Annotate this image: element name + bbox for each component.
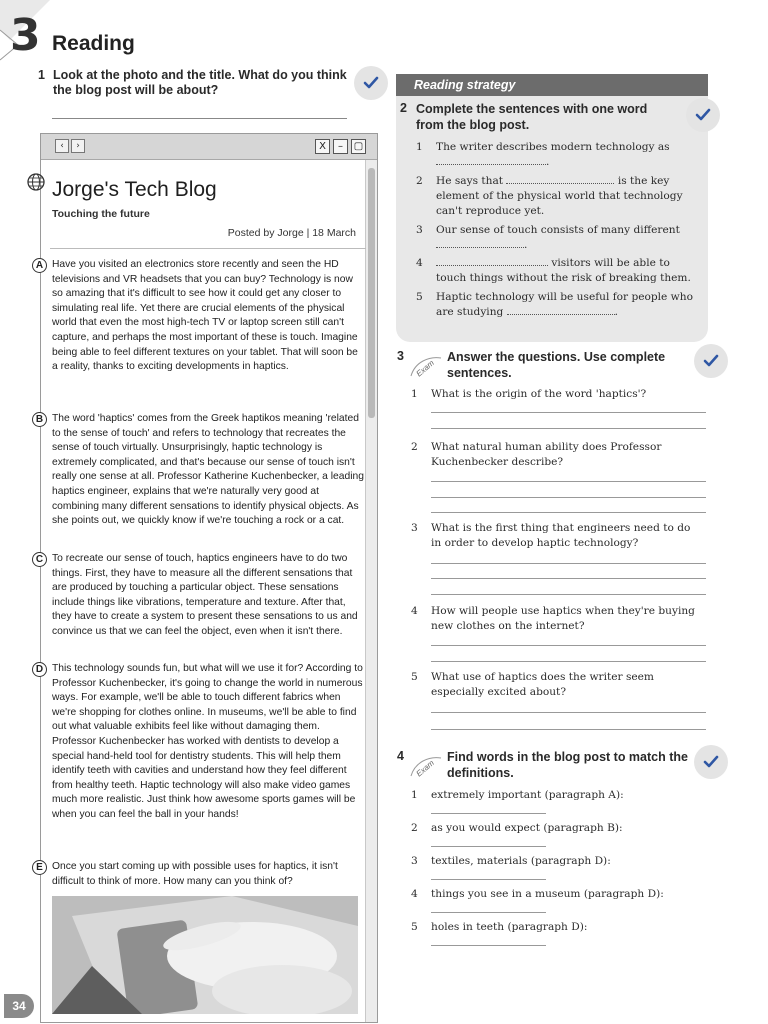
exercise-2-item: 2 He says that is the key element of the physical world that technology can't reproduce yet. — [416, 175, 683, 217]
answer-line[interactable] — [431, 412, 706, 413]
answer-line[interactable] — [431, 512, 706, 513]
browser-toolbar — [41, 134, 377, 160]
back-button[interactable]: ‹ — [55, 139, 69, 153]
answer-line[interactable] — [431, 578, 706, 579]
forward-button[interactable]: › — [71, 139, 85, 153]
answer-line[interactable] — [52, 118, 347, 119]
answer-line[interactable] — [431, 594, 706, 595]
gap-field[interactable] — [506, 174, 614, 184]
check-icon[interactable] — [694, 745, 728, 779]
unit-number: 3 — [10, 10, 41, 61]
exercise-2-item: 4 visitors will be able to touch things without the risk of breaking them. — [416, 257, 691, 284]
paragraph-label-d: D — [32, 662, 47, 677]
divider — [50, 248, 366, 249]
blog-posted-info: Posted by Jorge | 18 March — [227, 227, 356, 239]
exercise-3-item: 3 What is the first thing that engineers need to do in order to develop haptic technology? — [411, 522, 691, 549]
exercise-3-title: Answer the questions. Use complete sentences. — [447, 350, 666, 380]
answer-line[interactable] — [431, 945, 546, 946]
paragraph-b: The word 'haptics' comes from the Greek haptikos meaning 'related to the sense of touch' and refers to technology that recreates the sense of touch virtually. Unsurprisingly, haptic technology is extremely complicated, and that's because our sense of touch isn't really one sense at all. Professor Katherine Kuchenbecker, a leading haptics engineer, explains that we're naturally very good at combining many different sensations to identify physical objects. As she points out, we quickly know if we're touching a rock or a cat. — [52, 413, 364, 527]
answer-line[interactable] — [431, 712, 706, 713]
check-icon[interactable] — [686, 98, 720, 132]
exercise-3-item: 4 How will people use haptics when they're buying new clothes on the internet? — [411, 605, 695, 632]
globe-icon — [26, 172, 46, 192]
scrollbar-thumb[interactable] — [368, 168, 375, 418]
blog-subtitle: Touching the future — [52, 208, 150, 220]
close-button[interactable]: X — [315, 139, 330, 154]
answer-line[interactable] — [431, 661, 706, 662]
exercise-4-number: 4 — [397, 749, 404, 763]
answer-line[interactable] — [431, 813, 546, 814]
exercise-1-text: Look at the photo and the title. What do you think the blog post will be about? — [53, 68, 347, 97]
answer-line[interactable] — [431, 846, 546, 847]
paragraph-a: Have you visited an electronics store recently and seen the HD televisions and VR headsets that you can buy? Technology is now so amazing that it's difficult to see how it could get any closer to simulating real life. Yet there are crucial elements of the physical world that even the most high-tech TV or laptop screen still can't capture, and perhaps the most important of these is touch. Imagine being able to feel different textures on your tablet. That will soon be a reality, thanks to exciting developments in haptics. — [52, 259, 358, 373]
paragraph-d: This technology sounds fun, but what will we use it for? According to Professor Kuchenbecker, it's going to change the world in numerous ways. For example, we'll be able to touch different fabrics when we're shopping for clothes online. In museums, we'll be able to find out what valuable exhibits feel like without damaging them. Professor Kuchenbecker has worked with dentists to develop a special hand-held tool for dentistry students. This will help them identify teeth with cavities and understand how they feel different from healthy teeth. Haptic technology will also make video games much more realistic. Just think how awesome sports games will be when you can feel the ball in your hands! — [52, 663, 363, 820]
paragraph-label-b: B — [32, 412, 47, 427]
paragraph-label-c: C — [32, 552, 47, 567]
exercise-3-item: 1 What is the origin of the word 'haptics'? — [411, 388, 647, 400]
reading-strategy-heading: Reading strategy — [396, 74, 708, 96]
gap-field[interactable] — [436, 238, 524, 248]
exercise-4-item: 1 extremely important (paragraph A): — [411, 789, 624, 801]
exercise-4-item: 5 holes in teeth (paragraph D): — [411, 921, 588, 933]
maximize-button[interactable]: ▢ — [351, 139, 366, 154]
paragraph-label-e: E — [32, 860, 47, 875]
exercise-4-item: 3 textiles, materials (paragraph D): — [411, 855, 611, 867]
svg-text:Exam: Exam — [414, 758, 436, 778]
paragraph-c: To recreate our sense of touch, haptics engineers have to do two things. First, they have to measure all the different sensations that are produced by touching a particular object. These sensations include things like vibrations, temperature and texture. After that, they have to create a system to present these sensations to us and convince us that we can feel the object, even when it isn't there. — [52, 553, 358, 637]
exercise-4-item: 2 as you would expect (paragraph B): — [411, 822, 623, 834]
exercise-1 — [38, 68, 358, 98]
section-title: Reading — [52, 32, 135, 55]
answer-line[interactable] — [431, 481, 706, 482]
paragraph-label-a: A — [32, 258, 47, 273]
exam-badge — [409, 354, 443, 378]
exam-badge — [409, 754, 443, 778]
answer-line[interactable] — [431, 912, 546, 913]
scrollbar[interactable] — [365, 160, 377, 1022]
exercise-2-number: 2 — [400, 101, 407, 115]
exercise-2-title: Complete the sentences with one word from the blog post. — [416, 102, 648, 132]
minimize-button[interactable]: – — [333, 139, 348, 154]
svg-text:Exam: Exam — [414, 358, 436, 378]
page-number: 34 — [4, 994, 34, 1018]
answer-line[interactable] — [431, 497, 706, 498]
blog-title: Jorge's Tech Blog — [52, 178, 217, 201]
gap-field[interactable] — [436, 155, 546, 165]
paragraph-e: Once you start coming up with possible uses for haptics, it isn't difficult to think of more. How many can you think of? — [52, 861, 338, 887]
gap-field[interactable] — [507, 305, 615, 315]
exercise-2-item: 1 The writer describes modern technology as . — [416, 141, 670, 168]
blog-photo — [52, 896, 358, 1014]
exercise-4-title: Find words in the blog post to match the definitions. — [447, 750, 688, 780]
exercise-2-item: 5 Haptic technology will be useful for people who are studying . — [416, 291, 693, 318]
answer-line[interactable] — [431, 729, 706, 730]
check-icon[interactable] — [354, 66, 388, 100]
answer-line[interactable] — [431, 645, 706, 646]
exercise-1-number: 1 — [38, 68, 45, 82]
exercise-3-item: 5 What use of haptics does the writer seem especially excited about? — [411, 671, 654, 698]
answer-line[interactable] — [431, 563, 706, 564]
gap-field[interactable] — [436, 256, 548, 266]
exercise-2-item: 3 Our sense of touch consists of many different . — [416, 224, 680, 251]
check-icon[interactable] — [694, 344, 728, 378]
exercise-3-item: 2 What natural human ability does Professor Kuchenbecker describe? — [411, 441, 662, 468]
answer-line[interactable] — [431, 428, 706, 429]
answer-line[interactable] — [431, 879, 546, 880]
exercise-3-number: 3 — [397, 349, 404, 363]
exercise-4-item: 4 things you see in a museum (paragraph D): — [411, 888, 664, 900]
